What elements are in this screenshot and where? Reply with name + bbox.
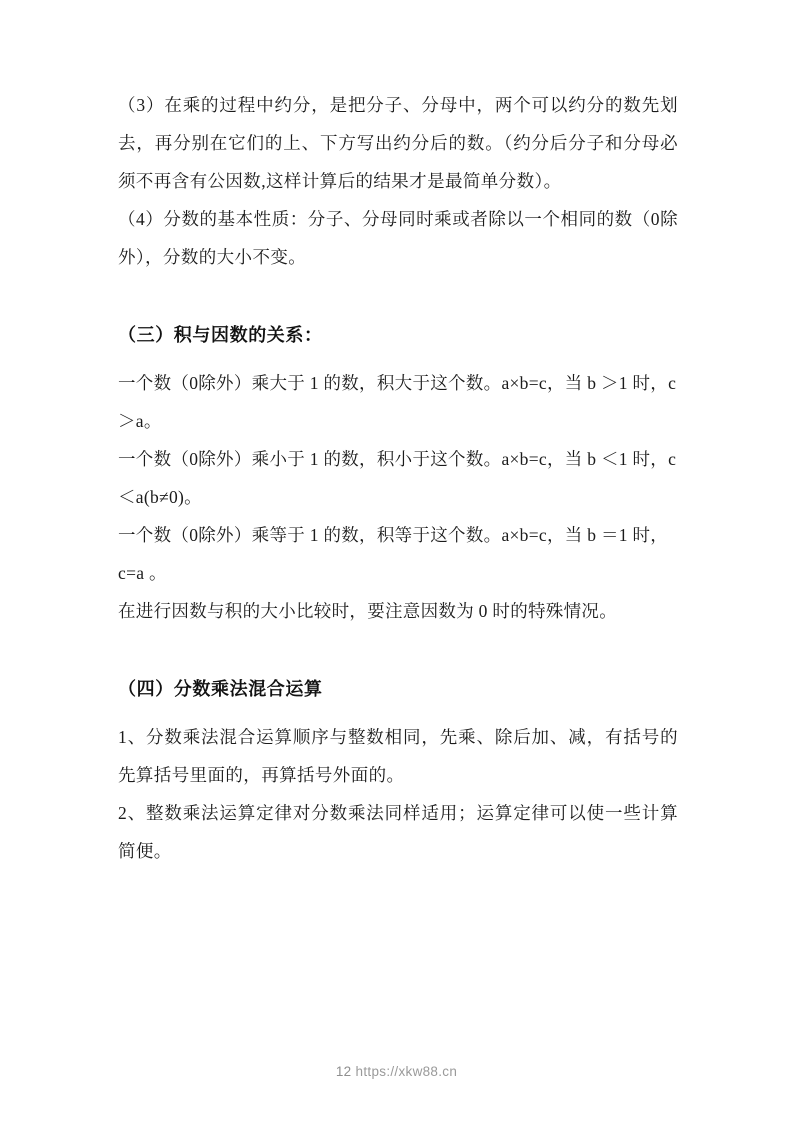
section-spacer-1 bbox=[118, 276, 678, 316]
para-less-than-one: 一个数（0除外）乘小于 1 的数，积小于这个数。a×b=c，当 b ＜1 时，c＜a(b≠0)。 bbox=[118, 449, 677, 507]
section-spacer-2 bbox=[118, 630, 678, 670]
para-order-of-operations: 1、分数乘法混合运算顺序与整数相同，先乘、除后加、减，有括号的先算括号里面的，再算括号外面的。 bbox=[118, 727, 678, 785]
footer-url: https://xkw88.cn bbox=[355, 1064, 458, 1079]
para-greater-than-one: 一个数（0除外）乘大于 1 的数，积大于这个数。a×b=c，当 b ＞1 时，c＞a。 bbox=[118, 373, 677, 431]
page-number: 12 bbox=[335, 1064, 352, 1079]
para-zero-special-case: 在进行因数与积的大小比较时，要注意因数为 0 时的特殊情况。 bbox=[118, 601, 617, 621]
document-body bbox=[118, 86, 678, 870]
para-4-basic-property: （4）分数的基本性质：分子、分母同时乘或者除以一个相同的数（0除外），分数的大小不变。 bbox=[118, 209, 678, 267]
para-laws-apply: 2、整数乘法运算定律对分数乘法同样适用；运算定律可以使一些计算简便。 bbox=[118, 803, 678, 861]
heading-mixed-operations: （四）分数乘法混合运算 bbox=[118, 679, 323, 699]
para-equal-to-one: 一个数（0除外）乘等于 1 的数，积等于这个数。a×b=c，当 b ＝1 时，c=a 。 bbox=[118, 525, 669, 583]
page-footer bbox=[0, 1064, 793, 1079]
heading-product-factor-relation: （三）积与因数的关系： bbox=[118, 325, 323, 345]
para-3-reduction: （3）在乘的过程中约分，是把分子、分母中，两个可以约分的数先划去，再分别在它们的上、下方写出约分后的数。（约分后分子和分母必须不再含有公因数,这样计算后的结果才是最简单分数）。 bbox=[118, 95, 678, 191]
heading-spacer-2 bbox=[118, 708, 678, 718]
heading-spacer-1 bbox=[118, 354, 678, 364]
